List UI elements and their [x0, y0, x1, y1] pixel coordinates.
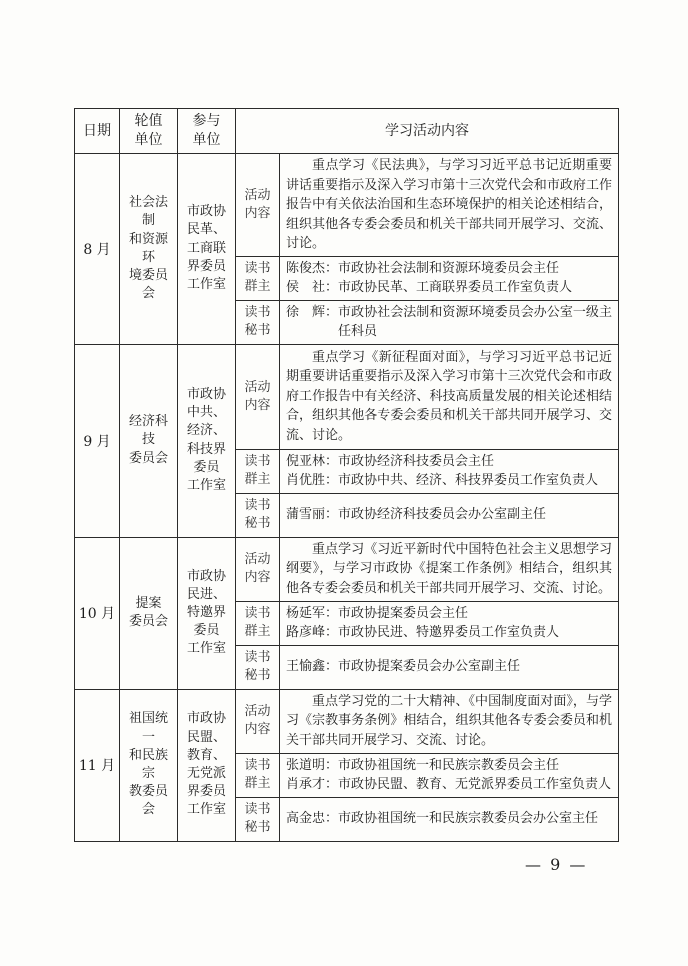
leader-line: 肖优胜：市政协中共、经济、科技界委员工作室负责人 — [286, 473, 599, 488]
month-cell: 10 月 — [75, 537, 120, 689]
participant-unit-cell: 市政协 民盟、 教育、 无党派 界委员 工作室 — [178, 689, 236, 841]
leader-label: 读书 群主 — [236, 256, 280, 300]
activity-content — [280, 154, 619, 257]
participant-unit-cell: 市政协 中共、 经济、 科技界 委员 工作室 — [178, 344, 236, 537]
table-row — [75, 689, 619, 753]
leader-content — [280, 449, 619, 493]
header-content: 学习活动内容 — [236, 109, 619, 154]
secretary-name: 王愉鑫： — [286, 659, 339, 675]
activity-label: 活动 内容 — [236, 537, 280, 601]
secretary-content — [280, 797, 619, 841]
table-row — [75, 537, 619, 601]
rotation-unit-cell: 提案 委员会 — [120, 537, 178, 689]
secretary-label: 读书 秘书 — [236, 300, 280, 344]
table-header-row — [75, 109, 619, 154]
rotation-unit-cell: 祖国统一 和民族宗 教委员会 — [120, 689, 178, 841]
activity-label: 活动 内容 — [236, 689, 280, 753]
participant-unit-cell: 市政协 民革、 工商联 界委员 工作室 — [178, 154, 236, 345]
secretary-content — [280, 300, 619, 344]
secretary-title: 市政协提案委员会办公室副主任 — [338, 659, 521, 675]
activity-text: 重点学习《民法典》，与学习习近平总书记近期重要讲话重要指示及深入学习市第十三次党代会和市政府工作报告中有关依法治国和生态环境保护的相关论述相结合，组织其他各专委会委员和机关干部共同开展学习、交流、讨论。 — [286, 158, 612, 251]
header-participant-unit: 参与 单位 — [178, 109, 236, 154]
leader-line: 陈俊杰：市政协社会法制和资源环境委员会主任 — [286, 260, 560, 276]
leader-content — [280, 256, 619, 300]
secretary-title: 市政协经济科技委员会办公室副主任 — [338, 507, 547, 523]
month-cell: 8 月 — [75, 154, 120, 345]
secretary-label: 读书 秘书 — [236, 645, 280, 689]
page-number: — 9 — — [525, 855, 588, 874]
leader-line: 张道明：市政协祖国统一和民族宗教委员会主任 — [286, 757, 560, 773]
study-schedule-table — [74, 108, 619, 842]
leader-line: 倪亚林：市政协经济科技委员会主任 — [286, 453, 495, 469]
activity-text: 重点学习《习近平新时代中国特色社会主义思想学习纲要》，与学习市政协《提案工作条例》相结合，组织其他各专委会委员和机关干部共同开展学习、交流、讨论。 — [286, 541, 612, 596]
leader-label: 读书 群主 — [236, 601, 280, 645]
rotation-unit-cell: 社会法制 和资源环 境委员会 — [120, 154, 178, 345]
table-row — [75, 154, 619, 257]
activity-content — [280, 344, 619, 449]
secretary-content — [280, 493, 619, 537]
activity-text: 重点学习党的二十大精神、《中国制度面对面》，与学习《宗教事务条例》相结合，组织其他各专委会委员和机关干部共同开展学习、交流、讨论。 — [286, 693, 612, 748]
activity-content — [280, 689, 619, 753]
secretary-label: 读书 秘书 — [236, 797, 280, 841]
secretary-name: 高金忠： — [286, 811, 339, 827]
leader-label: 读书 群主 — [236, 449, 280, 493]
activity-label: 活动 内容 — [236, 344, 280, 449]
secretary-label: 读书 秘书 — [236, 493, 280, 537]
leader-line: 杨延军：市政协提案委员会主任 — [286, 605, 469, 621]
header-date: 日期 — [75, 109, 120, 154]
leader-content — [280, 601, 619, 645]
leader-content — [280, 753, 619, 797]
rotation-unit-cell: 经济科技 委员会 — [120, 344, 178, 537]
activity-text: 重点学习《新征程面对面》，与学习习近平总书记近期重要讲话重要指示及深入学习市第十三次党代会和市政府工作报告中有关经济、科技高质量发展的相关论述相结合，组织其他各专委会委员和机关干部共同开展学习、交流、讨论。 — [286, 349, 612, 443]
participant-unit-cell: 市政协 民进、 特邀界 委员 工作室 — [178, 537, 236, 689]
secretary-name: 蒲雪丽： — [286, 507, 339, 523]
activity-label: 活动 内容 — [236, 154, 280, 257]
secretary-title: 市政协祖国统一和民族宗教委员会办公室主任 — [338, 811, 599, 827]
activity-content — [280, 537, 619, 601]
month-cell: 11 月 — [75, 689, 120, 841]
month-cell: 9 月 — [75, 344, 120, 537]
secretary-name: 徐 辉： — [286, 304, 339, 320]
leader-line: 肖承才：市政协民盟、教育、无党派界委员工作室负责人 — [286, 777, 612, 792]
secretary-title: 市政协社会法制和资源环境委员会办公室一级主任科员 — [338, 304, 612, 339]
leader-line: 路彦峰：市政协民进、特邀界委员工作室负责人 — [286, 625, 560, 640]
header-rotation-unit: 轮值 单位 — [120, 109, 178, 154]
leader-label: 读书 群主 — [236, 753, 280, 797]
secretary-content — [280, 645, 619, 689]
leader-line: 侯 社：市政协民革、工商联界委员工作室负责人 — [286, 280, 573, 295]
table-row — [75, 344, 619, 449]
